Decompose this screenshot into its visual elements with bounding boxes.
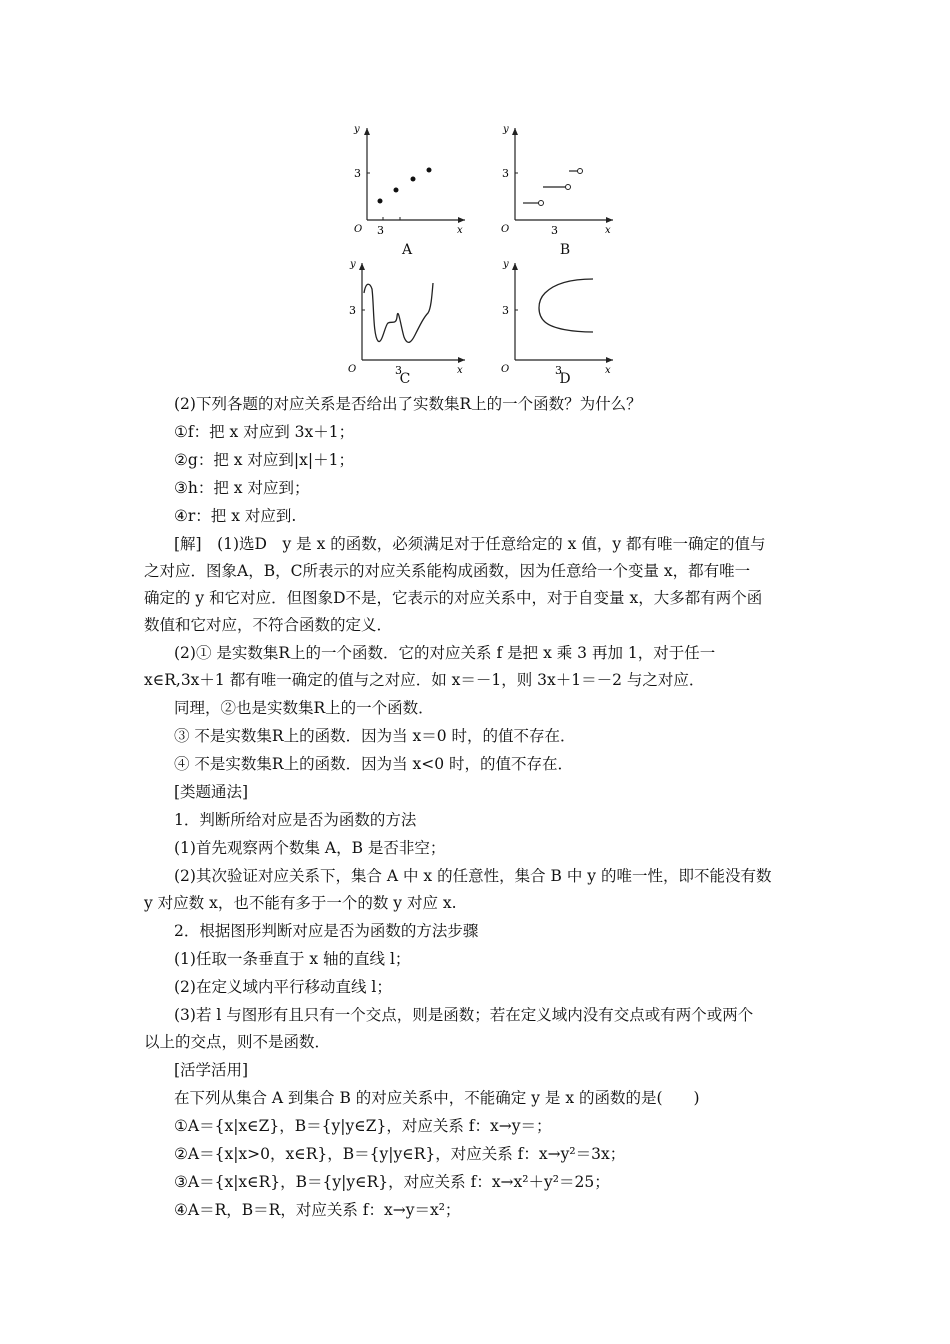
section-heading: [类题通法] (174, 783, 249, 801)
question-2: (2)下列各题的对应关系是否给出了实数集R上的一个函数？为什么？ (174, 395, 642, 413)
exercise-option: ②A＝{x|x>0，x∈R}，B＝{y|y∈R}，对应关系 f：x→y²＝3x； (174, 1145, 626, 1163)
exercise-option: ①A＝{x|x∈Z}，B＝{y|y∈Z}，对应关系 f：x→y＝； (174, 1117, 552, 1135)
exercise-question: 在下列从集合 A 到集合 B 的对应关系中，不能确定 y 是 x 的函数的是( ) (174, 1089, 700, 1107)
solution-line: (2)① 是实数集R上的一个函数．它的对应关系 f 是把 x 乘 3 再加 1，对于任一 (174, 644, 716, 662)
x-axis-label: x (457, 225, 463, 236)
x-tick-label: 3 (551, 224, 558, 237)
y-axis-label: y (350, 259, 356, 270)
graph-c-plot (340, 255, 470, 375)
x-tick-label: 3 (377, 224, 384, 237)
figure-label-a: A (401, 242, 413, 258)
figure-label-b: B (559, 242, 571, 258)
origin-label: O (501, 224, 510, 235)
method-step: (3)若 l 与图形有且只有一个交点，则是函数；若在定义域内没有交点或有两个或两个 (174, 1006, 754, 1024)
solution-line: ④ 不是实数集R上的函数．因为当 x<0 时，的值不存在． (174, 755, 574, 773)
y-axis-label: y (354, 124, 360, 135)
item-1: ①f：把 x 对应到 3x＋1； (174, 423, 355, 441)
graph-d (493, 255, 623, 387)
origin-label: O (354, 224, 363, 235)
section-heading: [活学活用] (174, 1061, 249, 1079)
x-axis-label: x (605, 225, 611, 236)
graph-d-plot (493, 255, 623, 375)
method-step: (1)首先观察两个数集 A，B 是否非空； (174, 839, 446, 857)
solution-line: 确定的 y 和它对应．但图象D不是，它表示的对应关系中，对于自变量 x，大多都有两个函 (144, 589, 763, 607)
method-step: (1)任取一条垂直于 x 轴的直线 l； (174, 950, 411, 968)
method-heading: 1．判断所给对应是否为函数的方法 (174, 811, 417, 829)
x-axis-label: x (605, 365, 611, 375)
x-tick-label: 3 (395, 364, 402, 375)
method-step: (2)其次验证对应关系下，集合 A 中 x 的任意性，集合 B 中 y 的唯一性，即不能没有数 (174, 867, 772, 885)
graph-a-plot (340, 120, 470, 240)
y-tick-label: 3 (502, 304, 509, 317)
solution-line: 同理，②也是实数集R上的一个函数． (174, 699, 434, 717)
y-tick-label: 3 (354, 167, 361, 180)
exercise-option: ④A＝R，B＝R，对应关系 f：x→y＝x²； (174, 1201, 461, 1219)
method-step: 以上的交点，则不是函数． (144, 1033, 331, 1051)
exercise-option: ③A＝{x|x∈R}，B＝{y|y∈R}，对应关系 f：x→x²＋y²＝25； (174, 1173, 610, 1191)
solution-line: [解] (1)选D y 是 x 的函数，必须满足对于任意给定的 x 值，y 都有唯一确定的值与 (174, 535, 766, 553)
solution-line: 数值和它对应，不符合函数的定义． (144, 616, 393, 634)
solution-line: x∈R,3x＋1 都有唯一确定的值与之对应．如 x＝－1，则 3x＋1＝－2 与之对应． (144, 671, 705, 689)
origin-label: O (501, 364, 510, 375)
y-axis-label: y (503, 124, 509, 135)
x-axis-label: x (457, 365, 463, 375)
graph-c (340, 255, 470, 387)
method-step: (2)在定义域内平行移动直线 l； (174, 978, 392, 996)
graph-a (340, 120, 470, 258)
item-3: ③h：把 x 对应到； (174, 479, 310, 497)
method-step: y 对应数 x，也不能有多于一个的数 y 对应 x. (144, 894, 457, 912)
figure-label-d: D (559, 371, 571, 387)
y-axis-label: y (503, 259, 509, 270)
item-4: ④r：把 x 对应到. (174, 507, 297, 525)
method-heading: 2．根据图形判断对应是否为函数的方法步骤 (174, 922, 479, 940)
x-tick-label: 3 (555, 364, 562, 375)
solution-line: 之对应．图象A，B，C所表示的对应关系能构成函数，因为任意给一个变量 x，都有唯一 (144, 562, 751, 580)
y-tick-label: 3 (502, 167, 509, 180)
graph-b (493, 120, 623, 258)
graph-b-plot (493, 120, 623, 240)
item-2: ②g：把 x 对应到|x|＋1； (174, 451, 354, 469)
origin-label: O (348, 364, 357, 375)
solution-line: ③ 不是实数集R上的函数．因为当 x＝0 时，的值不存在． (174, 727, 576, 745)
y-tick-label: 3 (349, 304, 356, 317)
figure-label-c: C (399, 371, 411, 387)
